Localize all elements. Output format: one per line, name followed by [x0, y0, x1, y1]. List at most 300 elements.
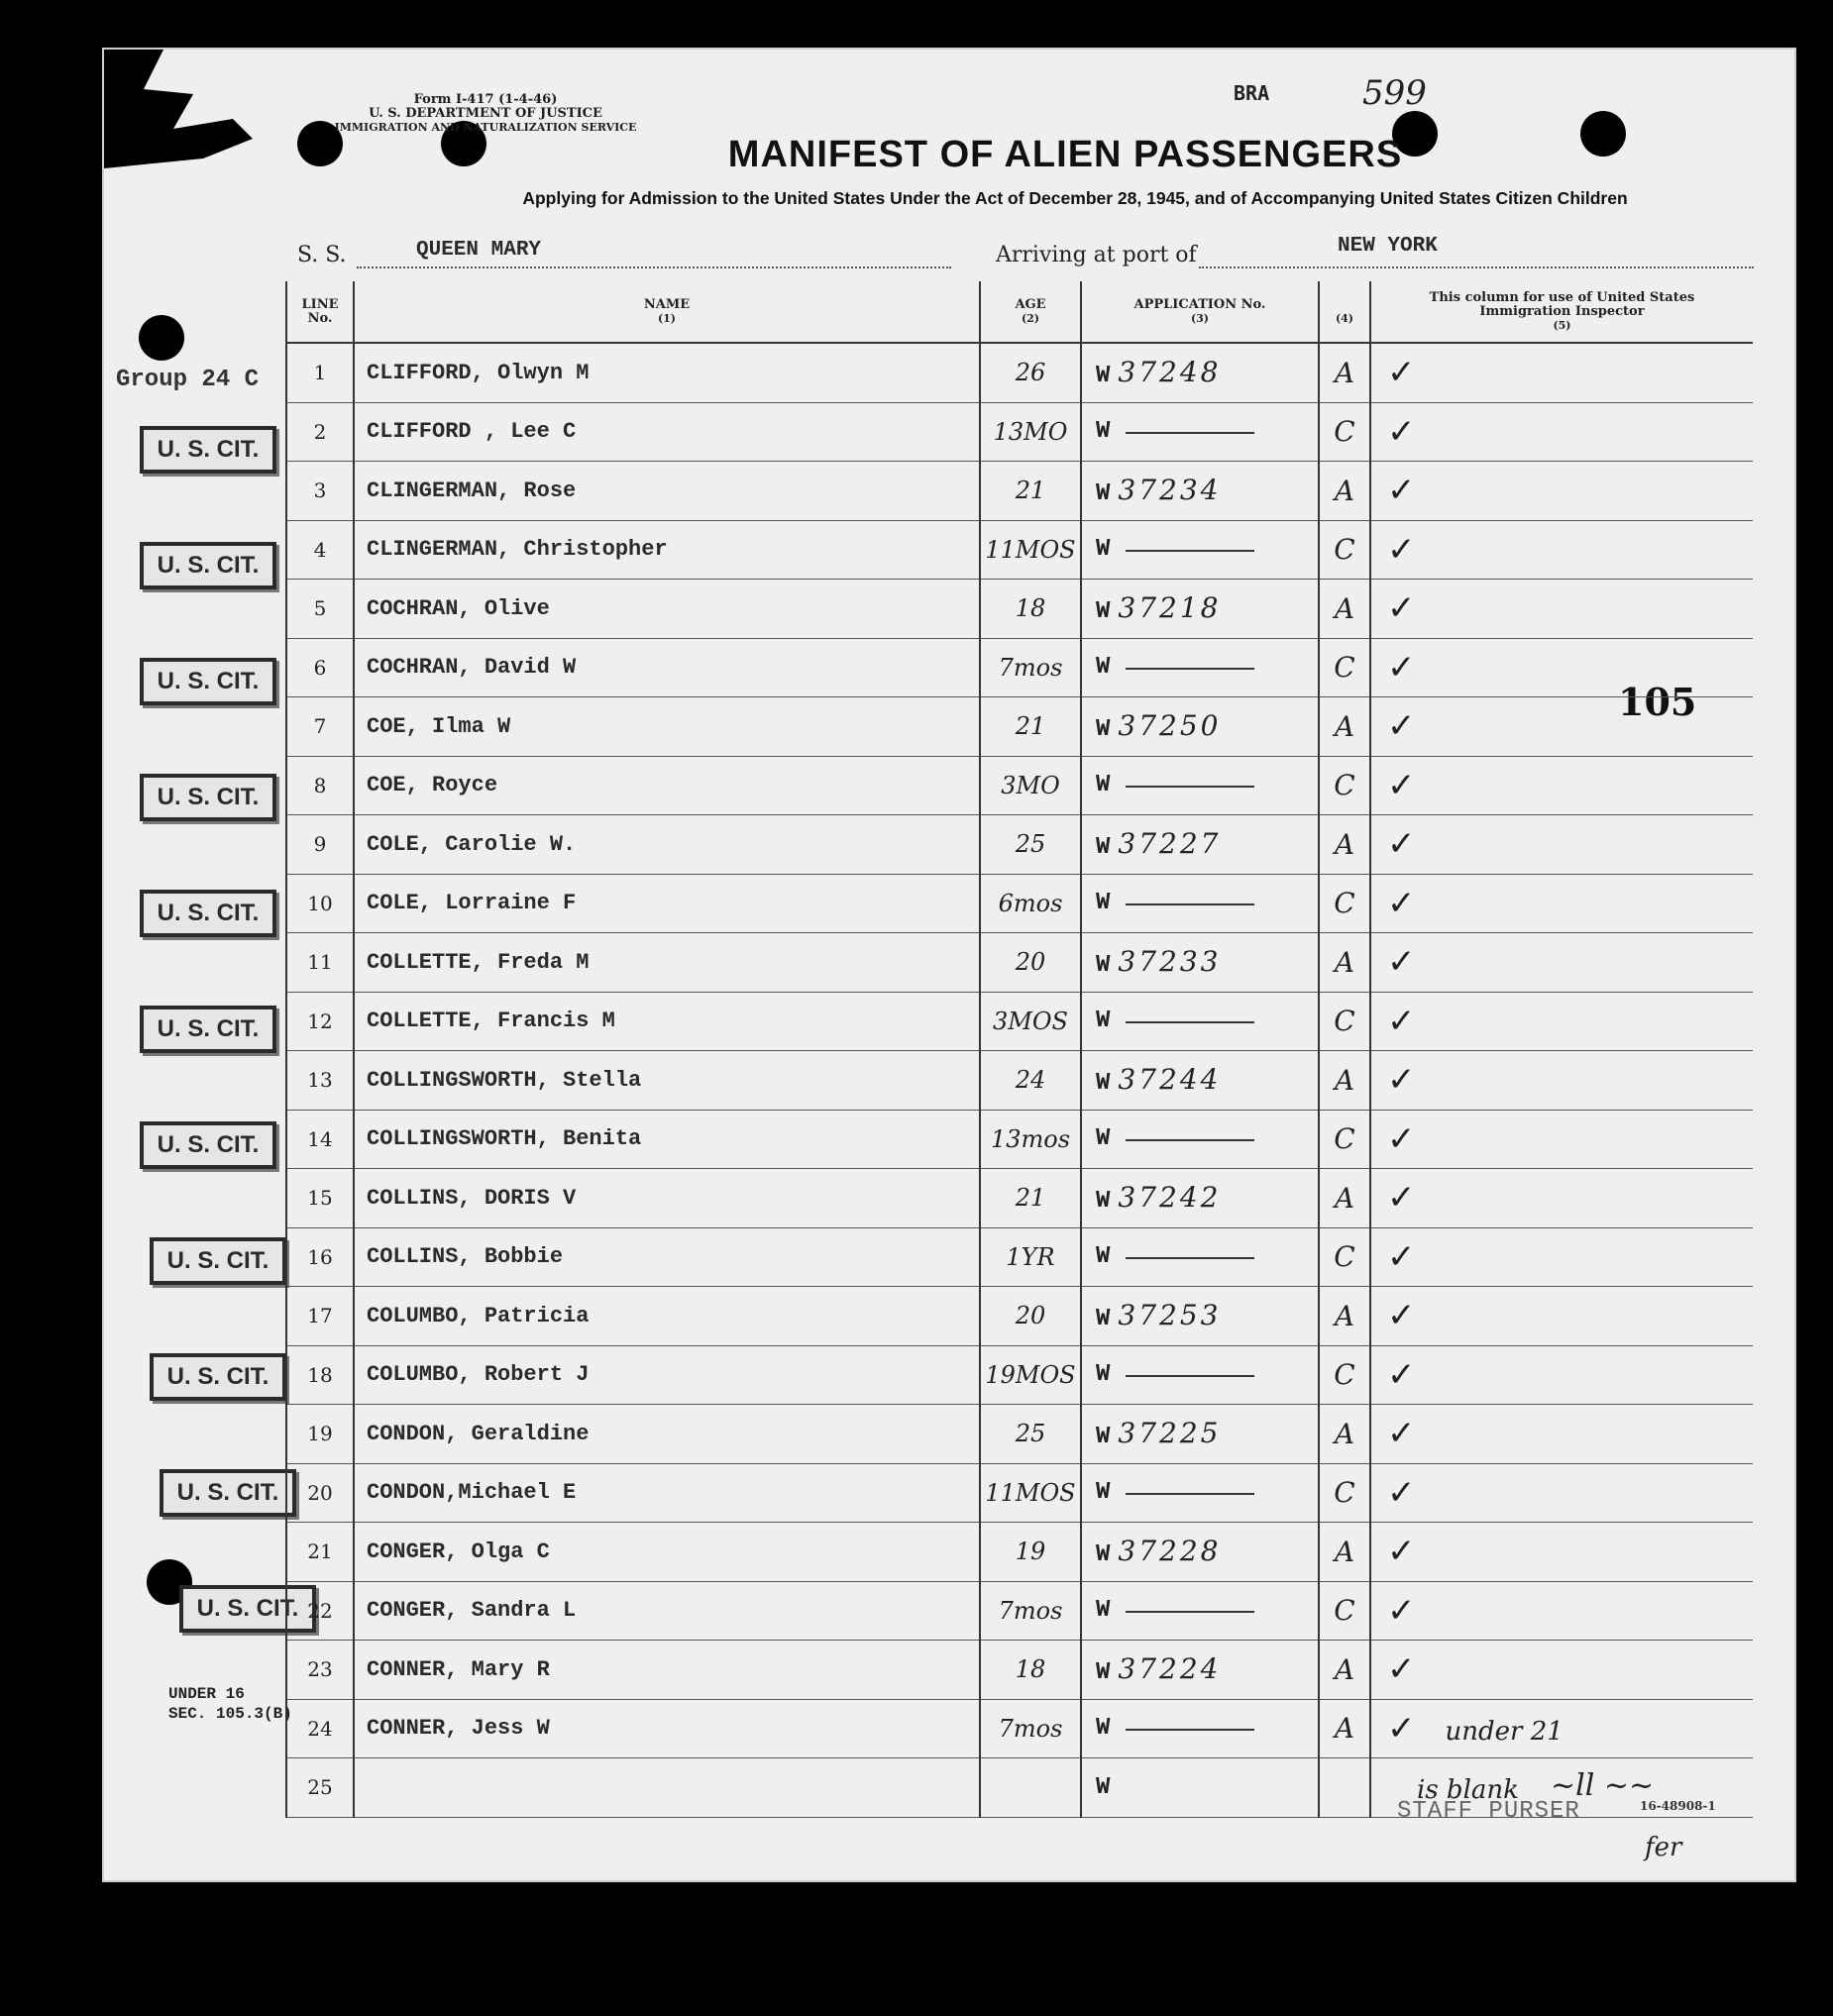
line-number: 19: [307, 1422, 333, 1446]
passenger-age: 7mos: [998, 653, 1063, 682]
age-cell: [980, 1581, 1081, 1641]
application-dash: [1126, 550, 1254, 552]
application-number: 37228: [1118, 1535, 1222, 1568]
age-cell: [980, 1110, 1081, 1169]
inspector-cell: [1370, 933, 1753, 993]
passenger-age: 24: [1015, 1066, 1046, 1095]
application-number: 37250: [1118, 709, 1222, 743]
application-cell: [1081, 1287, 1319, 1346]
class-mark: C: [1334, 887, 1355, 920]
check-mark-icon: ✓: [1387, 529, 1416, 570]
ship-line: [297, 235, 1754, 276]
name-cell: [354, 697, 980, 757]
application-cell: [1081, 815, 1319, 875]
application-number: 37244: [1118, 1063, 1222, 1097]
class-cell: [1319, 343, 1370, 402]
line-number: 6: [313, 655, 327, 680]
check-mark-icon: ✓: [1387, 1118, 1416, 1159]
port-label: Arriving at port of: [996, 243, 1197, 267]
name-cell: [354, 756, 980, 815]
group-label: Group 24 C: [116, 367, 260, 393]
table-header: [286, 281, 1753, 343]
age-cell: [980, 1169, 1081, 1228]
line-number-cell: [286, 933, 354, 993]
table-row: [286, 520, 1753, 580]
inspector-cell: [1370, 462, 1753, 521]
manifest-page: [102, 48, 1796, 1882]
class-mark: C: [1334, 1005, 1355, 1038]
application-prefix: W: [1096, 890, 1111, 917]
application-cell: [1081, 462, 1319, 521]
class-mark: A: [1334, 591, 1355, 625]
class-mark: A: [1334, 945, 1355, 979]
check-mark-icon: ✓: [1387, 353, 1416, 393]
ship-dotted-line: [357, 265, 951, 268]
line-number-cell: [286, 580, 354, 639]
line-number: 18: [307, 1362, 333, 1387]
application-dash: [1126, 1139, 1254, 1141]
class-cell: [1319, 1581, 1370, 1641]
inspector-cell: [1370, 580, 1753, 639]
inspector-cell: [1370, 1405, 1753, 1464]
us-cit-stamp: U. S. CIT.: [150, 1237, 286, 1285]
line-number: 12: [307, 1008, 333, 1033]
class-cell: [1319, 1051, 1370, 1111]
application-prefix: W: [1096, 1479, 1111, 1507]
line-number: 4: [313, 537, 327, 562]
inspector-cell: [1370, 697, 1753, 757]
name-cell: [354, 462, 980, 521]
line-number-cell: [286, 1581, 354, 1641]
bra-number: 599: [1362, 73, 1427, 113]
col-4-number: (4): [1335, 311, 1354, 325]
application-prefix: W: [1096, 1659, 1111, 1687]
application-prefix: W: [1096, 1188, 1111, 1216]
line-number-cell: [286, 992, 354, 1051]
inspector-cell: [1370, 1110, 1753, 1169]
class-cell: [1319, 402, 1370, 462]
col-inspector-label: This column for use of United States Immigration Inspector: [1429, 289, 1695, 319]
passenger-name: CONGER, Sandra L: [367, 1598, 577, 1624]
application-prefix: W: [1096, 363, 1111, 390]
line-number: 24: [307, 1716, 333, 1741]
passenger-age: 11MOS: [985, 535, 1076, 564]
name-cell: [354, 992, 980, 1051]
class-mark: C: [1334, 415, 1355, 449]
inspector-cell: [1370, 1699, 1753, 1758]
check-mark-icon: ✓: [1387, 1532, 1416, 1572]
line-number-cell: [286, 1523, 354, 1582]
table-row: [286, 1051, 1753, 1111]
line-number: 14: [307, 1126, 333, 1151]
application-cell: [1081, 1699, 1319, 1758]
table-row: [286, 1641, 1753, 1700]
col-line-header: [286, 281, 354, 343]
passenger-name: CONNER, Jess W: [367, 1716, 550, 1742]
line-number: 22: [307, 1598, 333, 1623]
check-mark-icon: ✓: [1387, 588, 1416, 629]
check-mark-icon: ✓: [1387, 765, 1416, 805]
class-cell: [1319, 520, 1370, 580]
name-cell: [354, 1051, 980, 1111]
line-number: 11: [307, 950, 333, 975]
application-number: 37218: [1118, 591, 1222, 625]
purser-signature: ~ll ~~: [1551, 1768, 1655, 1803]
application-dash: [1126, 432, 1254, 434]
us-cit-stamp: U. S. CIT.: [150, 1353, 286, 1401]
class-mark: A: [1334, 827, 1355, 861]
inspector-cell: [1370, 638, 1753, 697]
col-age-number: (2): [1021, 311, 1040, 325]
application-prefix: W: [1096, 1597, 1111, 1625]
age-cell: [980, 874, 1081, 933]
class-cell: [1319, 874, 1370, 933]
check-mark-icon: ✓: [1387, 647, 1416, 688]
age-cell: [980, 1051, 1081, 1111]
passenger-name: COLE, Carolie W.: [367, 831, 577, 857]
line-number: 15: [307, 1186, 333, 1211]
line-number: 10: [307, 891, 333, 915]
inspector-cell: [1370, 1287, 1753, 1346]
table-row: [286, 992, 1753, 1051]
line-number: 9: [313, 832, 327, 857]
passenger-age: 21: [1015, 477, 1046, 505]
check-mark-icon: ✓: [1387, 411, 1416, 452]
passenger-age: 26: [1015, 359, 1046, 387]
application-number: 37233: [1118, 945, 1222, 979]
line-number-cell: [286, 1169, 354, 1228]
col-app-number: (3): [1190, 311, 1210, 325]
passenger-age: 19MOS: [985, 1360, 1076, 1389]
line-number: 5: [313, 596, 327, 621]
table-row: [286, 1110, 1753, 1169]
application-dash: [1126, 786, 1254, 788]
application-cell: [1081, 638, 1319, 697]
line-number-cell: [286, 638, 354, 697]
us-cit-stamp: U. S. CIT.: [140, 890, 276, 937]
application-prefix: W: [1096, 1773, 1111, 1801]
check-mark-icon: ✓: [1387, 824, 1416, 865]
inspector-cell: [1370, 1463, 1753, 1523]
line-number-cell: [286, 1463, 354, 1523]
application-prefix: W: [1096, 1243, 1111, 1271]
check-mark-icon: ✓: [1387, 1708, 1416, 1749]
us-cit-stamp: U. S. CIT.: [140, 774, 276, 821]
class-mark: C: [1334, 1240, 1355, 1274]
check-mark-icon: ✓: [1387, 1472, 1416, 1513]
application-dash: [1126, 1375, 1254, 1377]
torn-corner: [104, 50, 282, 168]
class-mark: A: [1334, 1712, 1355, 1746]
class-mark: A: [1334, 1181, 1355, 1215]
class-cell: [1319, 1463, 1370, 1523]
col-app-label: APPLICATION No.: [1133, 296, 1266, 312]
passenger-age: 7mos: [998, 1596, 1063, 1625]
passenger-name: CLIFFORD , Lee C: [367, 419, 577, 445]
inspector-cell: [1370, 874, 1753, 933]
application-cell: [1081, 402, 1319, 462]
col-inspector-number: (5): [1553, 318, 1571, 332]
table-row: [286, 402, 1753, 462]
col-name-label: NAME: [643, 296, 691, 312]
application-prefix: W: [1096, 1541, 1111, 1569]
passenger-name: COLUMBO, Robert J: [367, 1362, 590, 1388]
inspector-cell: [1370, 520, 1753, 580]
class-mark: C: [1334, 1358, 1355, 1392]
application-cell: [1081, 1405, 1319, 1464]
table-row: [286, 1463, 1753, 1523]
inspector-cell: [1370, 1523, 1753, 1582]
line-number: 21: [307, 1539, 333, 1564]
col-age-header: [980, 281, 1081, 343]
class-mark: A: [1334, 1417, 1355, 1450]
check-mark-icon: ✓: [1387, 1414, 1416, 1454]
col-age-label: AGE: [1015, 296, 1046, 312]
application-cell: [1081, 343, 1319, 402]
application-number: 37242: [1118, 1181, 1222, 1215]
us-cit-stamp: U. S. CIT.: [140, 426, 276, 474]
name-cell: [354, 1345, 980, 1405]
application-cell: [1081, 520, 1319, 580]
passenger-name: COLUMBO, Patricia: [367, 1303, 590, 1328]
table-row: [286, 815, 1753, 875]
application-dash: [1126, 1257, 1254, 1259]
name-cell: [354, 874, 980, 933]
col-line-label: LINE No.: [301, 296, 339, 326]
page-subtitle: Applying for Admission to the United States Under the Act of December 28, 1945, and of Accompanying United States Citizen Children: [522, 188, 1628, 208]
passenger-name: COLE, Lorraine F: [367, 891, 577, 916]
passenger-age: 21: [1015, 1184, 1046, 1213]
col-4-header: [1319, 281, 1370, 343]
table-row: [286, 1227, 1753, 1287]
check-mark-icon: ✓: [1387, 1590, 1416, 1631]
class-cell: [1319, 1110, 1370, 1169]
application-cell: [1081, 1523, 1319, 1582]
class-cell: [1319, 1405, 1370, 1464]
application-cell: [1081, 1345, 1319, 1405]
inspector-cell: [1370, 992, 1753, 1051]
class-cell: [1319, 1758, 1370, 1818]
passenger-name: COLLINGSWORTH, Stella: [367, 1067, 642, 1093]
line-number-cell: [286, 756, 354, 815]
line-number: 3: [313, 478, 327, 503]
line-number-cell: [286, 1110, 354, 1169]
application-cell: [1081, 1641, 1319, 1700]
check-mark-icon: ✓: [1387, 883, 1416, 923]
table-row: [286, 697, 1753, 757]
age-cell: [980, 1523, 1081, 1582]
inspector-cell: [1370, 1345, 1753, 1405]
inspector-note: under 21: [1445, 1716, 1563, 1747]
line-number-cell: [286, 520, 354, 580]
line-number: 20: [307, 1480, 333, 1505]
class-mark: A: [1334, 1063, 1355, 1097]
passenger-name: COLLINGSWORTH, Benita: [367, 1126, 642, 1152]
class-mark: A: [1334, 356, 1355, 389]
line-number: 16: [307, 1244, 333, 1269]
application-cell: [1081, 1051, 1319, 1111]
line-number-cell: [286, 874, 354, 933]
passenger-name: COE, Royce: [367, 773, 498, 798]
class-cell: [1319, 1641, 1370, 1700]
name-cell: [354, 1699, 980, 1758]
department-name: U. S. DEPARTMENT OF JUSTICE: [369, 106, 602, 121]
check-mark-icon: ✓: [1387, 1236, 1416, 1277]
col-app-header: [1081, 281, 1319, 343]
line-number-cell: [286, 402, 354, 462]
name-cell: [354, 638, 980, 697]
class-mark: A: [1334, 1652, 1355, 1686]
passenger-name: CLINGERMAN, Christopher: [367, 537, 668, 563]
name-cell: [354, 1463, 980, 1523]
passenger-age: 13mos: [990, 1124, 1071, 1153]
age-cell: [980, 1287, 1081, 1346]
class-mark: C: [1334, 1122, 1355, 1156]
application-dash: [1126, 1021, 1254, 1023]
class-cell: [1319, 1523, 1370, 1582]
class-cell: [1319, 815, 1370, 875]
class-mark: C: [1334, 533, 1355, 567]
class-cell: [1319, 1345, 1370, 1405]
class-mark: C: [1334, 769, 1355, 802]
line-number-cell: [286, 1405, 354, 1464]
class-mark: C: [1334, 651, 1355, 685]
inspector-cell: [1370, 402, 1753, 462]
name-cell: [354, 1227, 980, 1287]
name-cell: [354, 1405, 980, 1464]
passenger-name: COCHRAN, David W: [367, 655, 577, 681]
section-label: SEC. 105.3(B): [168, 1705, 292, 1723]
service-name: IMMIGRATION AND NATURALIZATION SERVICE: [334, 121, 637, 134]
age-cell: [980, 1641, 1081, 1700]
application-cell: [1081, 1463, 1319, 1523]
line-number-cell: [286, 462, 354, 521]
application-prefix: W: [1096, 480, 1111, 508]
initials-signature: fer: [1645, 1833, 1682, 1862]
age-cell: [980, 933, 1081, 993]
check-mark-icon: ✓: [1387, 471, 1416, 511]
check-mark-icon: ✓: [1387, 1354, 1416, 1395]
inspector-cell: [1370, 815, 1753, 875]
application-number: 37234: [1118, 474, 1222, 507]
us-cit-stamp: U. S. CIT.: [140, 1121, 276, 1169]
application-cell: [1081, 992, 1319, 1051]
passenger-name: CLINGERMAN, Rose: [367, 477, 577, 503]
class-cell: [1319, 462, 1370, 521]
check-mark-icon: ✓: [1387, 1649, 1416, 1690]
passenger-name: CONDON, Geraldine: [367, 1421, 590, 1446]
application-cell: [1081, 1169, 1319, 1228]
application-prefix: W: [1096, 834, 1111, 862]
table-row: [286, 933, 1753, 993]
application-dash: [1126, 903, 1254, 905]
line-number-cell: [286, 1227, 354, 1287]
passenger-age: 25: [1015, 1420, 1046, 1448]
table-row: [286, 462, 1753, 521]
col-name-header: [354, 281, 980, 343]
inspector-cell: [1370, 756, 1753, 815]
inspector-cell: [1370, 1581, 1753, 1641]
line-number-cell: [286, 815, 354, 875]
age-cell: [980, 580, 1081, 639]
line-number-cell: [286, 1641, 354, 1700]
application-dash: [1126, 1611, 1254, 1613]
table-row: [286, 638, 1753, 697]
application-cell: [1081, 933, 1319, 993]
application-number: 37248: [1118, 356, 1222, 389]
age-cell: [980, 992, 1081, 1051]
inspector-cell: [1370, 1051, 1753, 1111]
application-prefix: W: [1096, 1008, 1111, 1035]
class-cell: [1319, 638, 1370, 697]
age-cell: [980, 815, 1081, 875]
name-cell: [354, 1287, 980, 1346]
line-number: 17: [307, 1304, 333, 1328]
passenger-age: 19: [1015, 1538, 1046, 1566]
table-row: [286, 343, 1753, 402]
age-cell: [980, 462, 1081, 521]
application-dash: [1126, 1729, 1254, 1731]
form-footer-number: 16-48908-1: [1640, 1799, 1716, 1813]
us-cit-stamp: U. S. CIT.: [160, 1469, 296, 1517]
inspector-cell: [1370, 1641, 1753, 1700]
name-cell: [354, 1110, 980, 1169]
line-number-cell: [286, 1758, 354, 1818]
line-number: 1: [313, 361, 327, 385]
table-row: [286, 580, 1753, 639]
port-dotted-line: [1199, 265, 1754, 268]
under-16-label: UNDER 16: [168, 1685, 245, 1703]
passenger-age: 18: [1015, 594, 1046, 623]
passenger-name: CLIFFORD, Olwyn M: [367, 360, 590, 385]
application-cell: [1081, 1227, 1319, 1287]
application-cell: [1081, 1758, 1319, 1818]
table-row: [286, 1699, 1753, 1758]
application-cell: [1081, 580, 1319, 639]
check-mark-icon: ✓: [1387, 1296, 1416, 1336]
name-cell: [354, 1169, 980, 1228]
name-cell: [354, 343, 980, 402]
passenger-age: 20: [1015, 948, 1046, 977]
name-cell: [354, 1641, 980, 1700]
passenger-name: COLLETTE, Freda M: [367, 949, 590, 975]
us-cit-stamp: U. S. CIT.: [140, 542, 276, 589]
application-prefix: W: [1096, 418, 1111, 446]
passenger-name: COLLINS, DORIS V: [367, 1185, 577, 1211]
line-number-cell: [286, 697, 354, 757]
passenger-age: 3MOS: [993, 1007, 1068, 1035]
name-cell: [354, 520, 980, 580]
check-mark-icon: ✓: [1387, 942, 1416, 983]
name-cell: [354, 815, 980, 875]
age-cell: [980, 638, 1081, 697]
table-row: [286, 1581, 1753, 1641]
class-mark: A: [1334, 709, 1355, 743]
inspector-cell: [1370, 343, 1753, 402]
application-prefix: W: [1096, 598, 1111, 626]
check-mark-icon: ✓: [1387, 1001, 1416, 1041]
inspector-cell: [1370, 1227, 1753, 1287]
age-cell: [980, 1699, 1081, 1758]
application-cell: [1081, 1581, 1319, 1641]
passenger-age: 13MO: [993, 417, 1068, 446]
class-cell: [1319, 1287, 1370, 1346]
passenger-age: 18: [1015, 1655, 1046, 1684]
passenger-name: COLLETTE, Francis M: [367, 1008, 615, 1034]
table-row: [286, 1169, 1753, 1228]
staff-purser-label: STAFF PURSER: [1397, 1798, 1580, 1825]
line-number: 8: [313, 773, 327, 797]
